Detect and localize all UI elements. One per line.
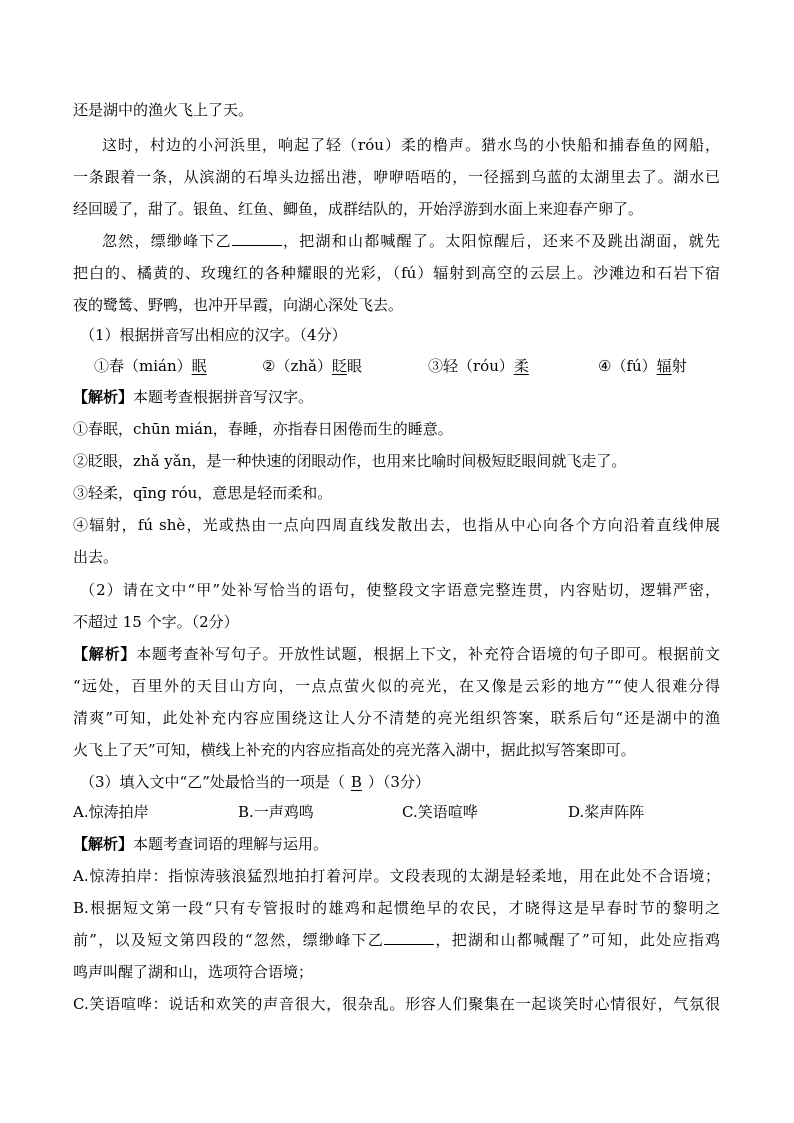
q3-explanation: C.笑语喧哗：说话和欢笑的声音很大，很杂乱。形容人们聚集在一起谈笑时心情很好，气氛很 [73, 995, 720, 1013]
passage-line: 经回暖了，甜了。银鱼、红鱼、鲫鱼，成群结队的，开始浮游到水面上来迎春产卵了。 [73, 200, 644, 218]
q1-item: ①春（mián）眠 [94, 357, 207, 375]
q3-answer: B [350, 773, 362, 791]
fill-blank-yi [232, 231, 282, 246]
q3-explanation: 鸣声叫醒了湖和山，选项符合语境； [73, 963, 314, 981]
q2-analysis-line: 清爽”可知，此处补充内容应围绕这让人分不清楚的亮光组织答案，联系后句“还是湖中的渔 [73, 709, 720, 727]
question-2-stem: （2）请在文中“甲”处补写恰当的语句，使整段文字语意完整连贯，内容贴切，逻辑严密， [80, 581, 720, 599]
q3-option-a: A.惊涛拍岸 [73, 803, 149, 821]
q2-analysis: 【解析】本题考查补写句子。开放性试题，根据上下文，补充符合语境的句子即可。根据前文 [73, 645, 720, 663]
q1-explanation: ①春眠，chūn mián，春睡，亦指春日困倦而生的睡意。 [73, 420, 453, 438]
q3-option-c: C.笑语喧哗 [402, 803, 478, 821]
q1-answer: 眠 [191, 357, 207, 375]
q2-analysis-line: 火飞上了天”可知，横线上补充的内容应指高处的亮光落入湖中，据此拟写答案即可。 [73, 741, 636, 759]
question-3-stem: （3）填入文中“乙”处最恰当的一项是（ B ）（3分） [80, 773, 430, 791]
q3-explanation: A.惊涛拍岸：指惊涛骇浪猛烈地拍打着河岸。文段表现的太湖是轻柔地，用在此处不合语境； [73, 867, 720, 885]
passage-line: 把白的、橘黄的、玫瑰红的各种耀眼的光彩，（fú）辐射到高空的云层上。沙滩边和石岩下宿 [73, 264, 720, 282]
analysis-label: 【解析】 [73, 835, 134, 853]
q1-analysis: 【解析】本题考查根据拼音写汉字。 [73, 388, 314, 406]
passage-line: 还是湖中的渔火飞上了天。 [73, 101, 254, 119]
question-1-stem: （1）根据拼音写出相应的汉字。（4分） [80, 326, 347, 344]
q1-explanation: ④辐射，fú shè，光或热由一点向四周直线发散出去，也指从中心向各个方向沿着直线伸展 [73, 516, 720, 534]
analysis-label: 【解析】 [73, 388, 134, 406]
passage-line: 一条跟着一条，从滨湖的石埠头边摇出港，咿咿唔唔的，一径摇到乌蓝的太湖里去了。湖水已 [73, 168, 720, 186]
q1-explanation: ③轻柔，qīng róu，意思是轻而柔和。 [73, 484, 333, 502]
passage-line [102, 231, 720, 251]
q1-item: ②（zhǎ）眨眼 [262, 357, 362, 375]
passage-line: 这时，村边的小河浜里，响起了轻（róu）柔的橹声。猎水鸟的小快船和捕春鱼的网船， [102, 136, 720, 154]
q3-explanation: 前”，以及短文第四段的“忽然，缥缈峰下乙 ，把湖和山都喊醒了”可知，此处应指鸡 [73, 931, 720, 949]
q2-analysis-line: “远处，百里外的天目山方向，一点点萤火似的亮光，在又像是云彩的地方”“使人很难分得 [73, 677, 720, 695]
analysis-label: 【解析】 [73, 645, 137, 663]
q3-option-d: D.桨声阵阵 [568, 803, 645, 821]
q1-explanation: 出去。 [73, 548, 119, 566]
passage-text: 忽然，缥缈峰下乙 [102, 232, 232, 250]
q1-answer: 辐 [656, 357, 672, 375]
q1-answer: 柔 [513, 357, 529, 375]
fill-blank-yi [384, 930, 434, 945]
passage-line: 夜的鹭鸶、野鸭，也冲开早霞，向湖心深处飞去。 [73, 296, 404, 314]
q3-explanation: B.根据短文第一段“只有专管报时的雄鸡和起惯绝早的农民，才晓得这是早春时节的黎明之 [73, 899, 720, 917]
q3-option-b: B.一声鸡鸣 [238, 803, 314, 821]
q1-explanation: ②眨眼，zhǎ yǎn，是一种快速的闭眼动作，也用来比喻时间极短眨眼间就飞走了。 [73, 452, 627, 470]
q1-item: ③轻（róu）柔 [428, 357, 529, 375]
q1-answer: 眨 [331, 357, 347, 375]
q1-item: ④（fú）辐射 [598, 357, 687, 375]
q3-analysis: 【解析】本题考查词语的理解与运用。 [73, 835, 329, 853]
passage-text: ，把湖和山都喊醒了。太阳惊醒后，还来不及跳出湖面，就先 [281, 232, 720, 250]
question-2-stem: 不超过 15 个字。（2分） [73, 613, 239, 631]
